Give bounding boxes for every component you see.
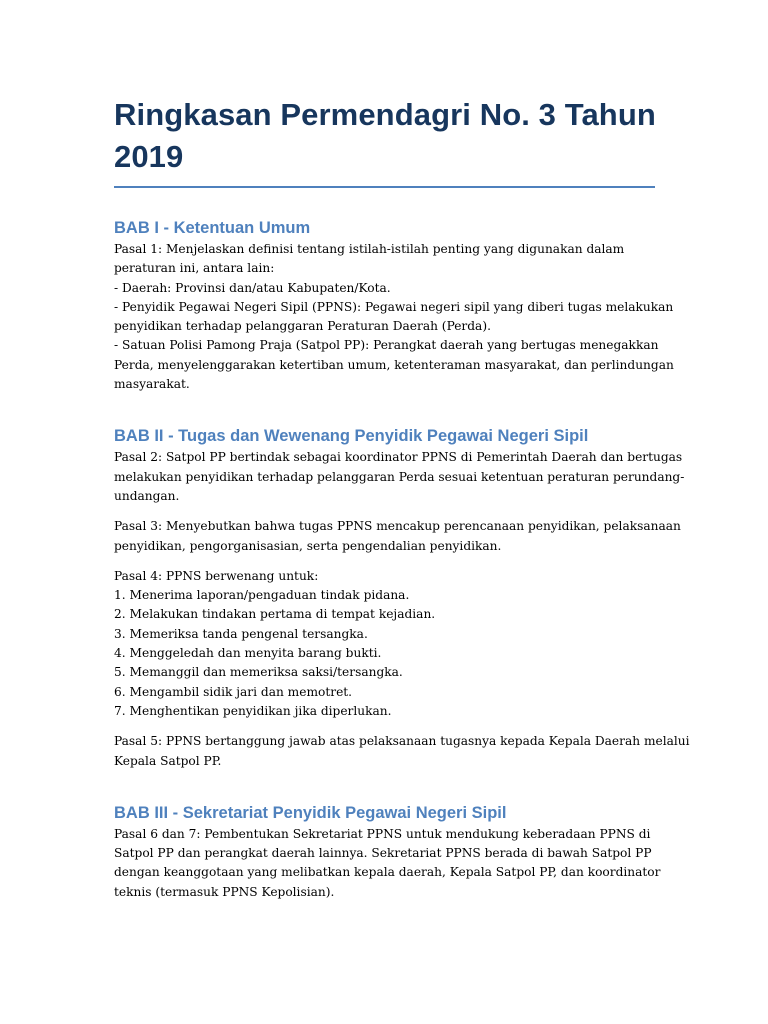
document-title (114, 94, 655, 188)
text-line: - Satuan Polisi Pamong Praja (Satpol PP): Perangkat daerah yang bertugas menegakkan (114, 338, 659, 353)
text-line: Kepala Satpol PP. (114, 753, 222, 768)
section-bab-1 (114, 217, 674, 394)
text-line: penyidikan terhadap pelanggaran Peraturan Daerah (Perda). (114, 319, 491, 334)
title-line: Ringkasan Permendagri No. 3 Tahun (114, 97, 656, 132)
paragraph (114, 732, 690, 771)
text-line: - Daerah: Provinsi dan/atau Kabupaten/Kota. (114, 280, 391, 295)
text-line: Pasal 2: Satpol PP bertindak sebagai koordinator PPNS di Pemerintah Daerah dan bertugas (114, 450, 683, 465)
title-line: 2019 (114, 139, 184, 174)
text-line: 7. Menghentikan penyidikan jika diperlukan. (114, 703, 392, 718)
paragraph (114, 517, 681, 556)
paragraph (114, 567, 655, 721)
section-bab-2 (114, 425, 690, 770)
text-line: Pasal 6 dan 7: Pembentukan Sekretariat PPNS untuk mendukung keberadaan PPNS di (114, 826, 651, 841)
document-body (114, 217, 690, 902)
text-line: 4. Menggeledah dan menyita barang bukti. (114, 646, 382, 661)
text-line: undangan. (114, 488, 180, 503)
text-line: Pasal 4: PPNS berwenang untuk: (114, 568, 319, 583)
text-line: 5. Memanggil dan memeriksa saksi/tersangka. (114, 665, 403, 680)
paragraph (114, 448, 685, 506)
text-line: peraturan ini, antara lain: (114, 261, 275, 276)
text-line: 1. Menerima laporan/pengaduan tindak pidana. (114, 588, 410, 603)
text-line: Pasal 5: PPNS bertanggung jawab atas pelaksanaan tugasnya kepada Kepala Daerah melalui (114, 734, 690, 749)
text-line: melakukan penyidikan terhadap pelanggaran Perda sesuai ketentuan peraturan perundang- (114, 469, 685, 484)
paragraph (114, 825, 661, 902)
section-heading: BAB II - Tugas dan Wewenang Penyidik Pegawai Negeri Sipil (114, 427, 589, 446)
text-line: dengan keanggotaan yang melibatkan kepala daerah, Kepala Satpol PP, dan koordinator (114, 865, 661, 880)
paragraph (114, 240, 674, 394)
text-line: penyidikan, pengorganisasian, serta pengendalian penyidikan. (114, 538, 502, 553)
text-line: Pasal 3: Menyebutkan bahwa tugas PPNS mencakup perencanaan penyidikan, pelaksanaan (114, 519, 681, 534)
section-bab-3 (114, 802, 661, 902)
text-line: teknis (termasuk PPNS Kepolisian). (114, 884, 335, 899)
document-page (114, 94, 690, 902)
text-line: 3. Memeriksa tanda pengenal tersangka. (114, 626, 368, 641)
section-heading: BAB I - Ketentuan Umum (114, 219, 311, 237)
text-line: - Penyidik Pegawai Negeri Sipil (PPNS): Pegawai negeri sipil yang diberi tugas melakukan (114, 299, 674, 314)
text-line: Pasal 1: Menjelaskan definisi tentang istilah-istilah penting yang digunakan dalam (114, 242, 625, 256)
text-line: masyarakat. (114, 377, 190, 392)
text-line: Perda, menyelenggarakan ketertiban umum, ketenteraman masyarakat, dan perlindungan (114, 357, 674, 372)
text-line: 2. Melakukan tindakan pertama di tempat kejadian. (114, 607, 436, 622)
text-line: Satpol PP dan perangkat daerah lainnya. Sekretariat PPNS berada di bawah Satpol PP (114, 846, 652, 861)
text-line: 6. Mengambil sidik jari dan memotret. (114, 684, 353, 699)
section-heading: BAB III - Sekretariat Penyidik Pegawai Negeri Sipil (114, 803, 507, 822)
